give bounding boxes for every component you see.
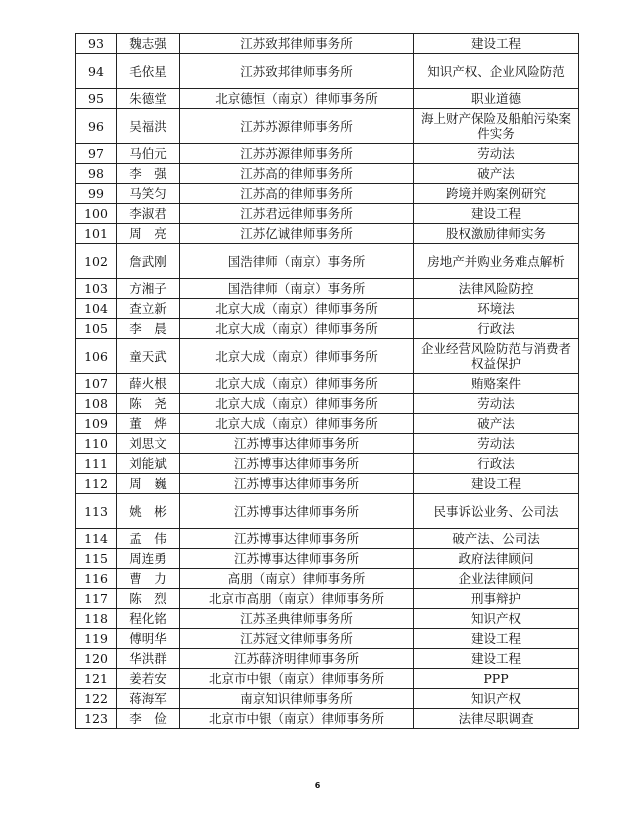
practice-field: 贿赂案件 [414, 374, 579, 394]
table-row [76, 629, 579, 649]
row-number: 99 [76, 184, 117, 204]
lawyer-name: 童天武 [117, 339, 180, 374]
table-row [76, 414, 579, 434]
law-firm: 江苏薛济明律师事务所 [180, 649, 414, 669]
lawyer-name: 董 烨 [117, 414, 180, 434]
table-row [76, 529, 579, 549]
table-row [76, 549, 579, 569]
table-row [76, 299, 579, 319]
lawyer-roster-table [75, 33, 579, 729]
table-row [76, 109, 579, 144]
row-number: 113 [76, 494, 117, 529]
practice-field: 建设工程 [414, 34, 579, 54]
law-firm: 江苏圣典律师事务所 [180, 609, 414, 629]
practice-field: 破产法 [414, 414, 579, 434]
table-row [76, 569, 579, 589]
lawyer-name: 魏志强 [117, 34, 180, 54]
law-firm: 北京大成（南京）律师事务所 [180, 299, 414, 319]
practice-field: 建设工程 [414, 204, 579, 224]
law-firm: 高朋（南京）律师事务所 [180, 569, 414, 589]
law-firm: 江苏君远律师事务所 [180, 204, 414, 224]
law-firm: 北京市中银（南京）律师事务所 [180, 709, 414, 729]
practice-field: 劳动法 [414, 434, 579, 454]
law-firm: 江苏博事达律师事务所 [180, 454, 414, 474]
law-firm: 北京大成（南京）律师事务所 [180, 414, 414, 434]
lawyer-name: 吴福洪 [117, 109, 180, 144]
lawyer-name: 方湘子 [117, 279, 180, 299]
lawyer-name: 刘能斌 [117, 454, 180, 474]
lawyer-name: 马笑匀 [117, 184, 180, 204]
lawyer-name: 李 晨 [117, 319, 180, 339]
practice-field: 民事诉讼业务、公司法 [414, 494, 579, 529]
table-row [76, 89, 579, 109]
row-number: 97 [76, 144, 117, 164]
practice-field: 政府法律顾问 [414, 549, 579, 569]
row-number: 109 [76, 414, 117, 434]
table-row [76, 339, 579, 374]
practice-field: 企业经营风险防范与消费者权益保护 [414, 339, 579, 374]
lawyer-name: 朱德堂 [117, 89, 180, 109]
table-row [76, 649, 579, 669]
lawyer-name: 陈 尧 [117, 394, 180, 414]
row-number: 93 [76, 34, 117, 54]
row-number: 123 [76, 709, 117, 729]
practice-field: 刑事辩护 [414, 589, 579, 609]
table-row [76, 144, 579, 164]
lawyer-name: 程化铭 [117, 609, 180, 629]
roster-body [76, 34, 579, 729]
law-firm: 江苏博事达律师事务所 [180, 529, 414, 549]
law-firm: 北京大成（南京）律师事务所 [180, 394, 414, 414]
table-row [76, 589, 579, 609]
law-firm: 江苏高的律师事务所 [180, 184, 414, 204]
law-firm: 江苏博事达律师事务所 [180, 474, 414, 494]
lawyer-name: 傅明华 [117, 629, 180, 649]
law-firm: 江苏致邦律师事务所 [180, 54, 414, 89]
practice-field: 海上财产保险及船舶污染案件实务 [414, 109, 579, 144]
practice-field: 行政法 [414, 319, 579, 339]
law-firm: 南京知识律师事务所 [180, 689, 414, 709]
table-row [76, 184, 579, 204]
practice-field: PPP [414, 669, 579, 689]
lawyer-name: 周 亮 [117, 224, 180, 244]
lawyer-name: 姚 彬 [117, 494, 180, 529]
practice-field: 建设工程 [414, 629, 579, 649]
practice-field: 劳动法 [414, 394, 579, 414]
row-number: 102 [76, 244, 117, 279]
practice-field: 知识产权、企业风险防范 [414, 54, 579, 89]
law-firm: 江苏亿诚律师事务所 [180, 224, 414, 244]
row-number: 101 [76, 224, 117, 244]
practice-field: 知识产权 [414, 609, 579, 629]
lawyer-name: 陈 烈 [117, 589, 180, 609]
row-number: 114 [76, 529, 117, 549]
practice-field: 破产法 [414, 164, 579, 184]
table-row [76, 454, 579, 474]
row-number: 96 [76, 109, 117, 144]
table-row [76, 164, 579, 184]
table-row [76, 669, 579, 689]
law-firm: 江苏博事达律师事务所 [180, 434, 414, 454]
practice-field: 法律尽职调查 [414, 709, 579, 729]
practice-field: 劳动法 [414, 144, 579, 164]
law-firm: 江苏博事达律师事务所 [180, 494, 414, 529]
row-number: 122 [76, 689, 117, 709]
lawyer-name: 刘思文 [117, 434, 180, 454]
row-number: 121 [76, 669, 117, 689]
table-row [76, 54, 579, 89]
law-firm: 北京大成（南京）律师事务所 [180, 319, 414, 339]
practice-field: 环境法 [414, 299, 579, 319]
law-firm: 江苏冠文律师事务所 [180, 629, 414, 649]
row-number: 119 [76, 629, 117, 649]
law-firm: 北京大成（南京）律师事务所 [180, 374, 414, 394]
lawyer-name: 毛依星 [117, 54, 180, 89]
practice-field: 知识产权 [414, 689, 579, 709]
row-number: 95 [76, 89, 117, 109]
table-row [76, 709, 579, 729]
lawyer-name: 曹 力 [117, 569, 180, 589]
table-row [76, 609, 579, 629]
practice-field: 房地产并购业务难点解析 [414, 244, 579, 279]
row-number: 98 [76, 164, 117, 184]
practice-field: 建设工程 [414, 649, 579, 669]
table-row [76, 224, 579, 244]
law-firm: 北京大成（南京）律师事务所 [180, 339, 414, 374]
row-number: 118 [76, 609, 117, 629]
lawyer-name: 查立新 [117, 299, 180, 319]
table-row [76, 279, 579, 299]
law-firm: 北京市中银（南京）律师事务所 [180, 669, 414, 689]
law-firm: 江苏苏源律师事务所 [180, 109, 414, 144]
row-number: 106 [76, 339, 117, 374]
lawyer-name: 马伯元 [117, 144, 180, 164]
lawyer-name: 李 俭 [117, 709, 180, 729]
practice-field: 股权激励律师实务 [414, 224, 579, 244]
law-firm: 江苏高的律师事务所 [180, 164, 414, 184]
row-number: 107 [76, 374, 117, 394]
law-firm: 北京市高朋（南京）律师事务所 [180, 589, 414, 609]
row-number: 105 [76, 319, 117, 339]
table-row [76, 34, 579, 54]
lawyer-name: 詹武刚 [117, 244, 180, 279]
law-firm: 北京德恒（南京）律师事务所 [180, 89, 414, 109]
law-firm: 国浩律师（南京）事务所 [180, 279, 414, 299]
row-number: 117 [76, 589, 117, 609]
page-number: 6 [314, 781, 321, 790]
practice-field: 职业道德 [414, 89, 579, 109]
lawyer-name: 李淑君 [117, 204, 180, 224]
lawyer-name: 蒋海军 [117, 689, 180, 709]
practice-field: 破产法、公司法 [414, 529, 579, 549]
table-row [76, 374, 579, 394]
row-number: 100 [76, 204, 117, 224]
row-number: 112 [76, 474, 117, 494]
row-number: 115 [76, 549, 117, 569]
table-row [76, 689, 579, 709]
row-number: 94 [76, 54, 117, 89]
law-firm: 江苏致邦律师事务所 [180, 34, 414, 54]
practice-field: 建设工程 [414, 474, 579, 494]
practice-field: 法律风险防控 [414, 279, 579, 299]
row-number: 116 [76, 569, 117, 589]
lawyer-name: 华洪群 [117, 649, 180, 669]
lawyer-name: 周 巍 [117, 474, 180, 494]
table-row [76, 319, 579, 339]
lawyer-name: 姜若安 [117, 669, 180, 689]
row-number: 104 [76, 299, 117, 319]
practice-field: 企业法律顾问 [414, 569, 579, 589]
lawyer-name: 薛火根 [117, 374, 180, 394]
row-number: 111 [76, 454, 117, 474]
row-number: 108 [76, 394, 117, 414]
lawyer-name: 李 强 [117, 164, 180, 184]
table-row [76, 494, 579, 529]
row-number: 120 [76, 649, 117, 669]
table-row [76, 434, 579, 454]
law-firm: 江苏博事达律师事务所 [180, 549, 414, 569]
row-number: 103 [76, 279, 117, 299]
row-number: 110 [76, 434, 117, 454]
lawyer-name: 周连勇 [117, 549, 180, 569]
table-row [76, 244, 579, 279]
table-row [76, 204, 579, 224]
law-firm: 江苏苏源律师事务所 [180, 144, 414, 164]
table-row [76, 394, 579, 414]
practice-field: 跨境并购案例研究 [414, 184, 579, 204]
practice-field: 行政法 [414, 454, 579, 474]
table-row [76, 474, 579, 494]
law-firm: 国浩律师（南京）事务所 [180, 244, 414, 279]
lawyer-name: 孟 伟 [117, 529, 180, 549]
